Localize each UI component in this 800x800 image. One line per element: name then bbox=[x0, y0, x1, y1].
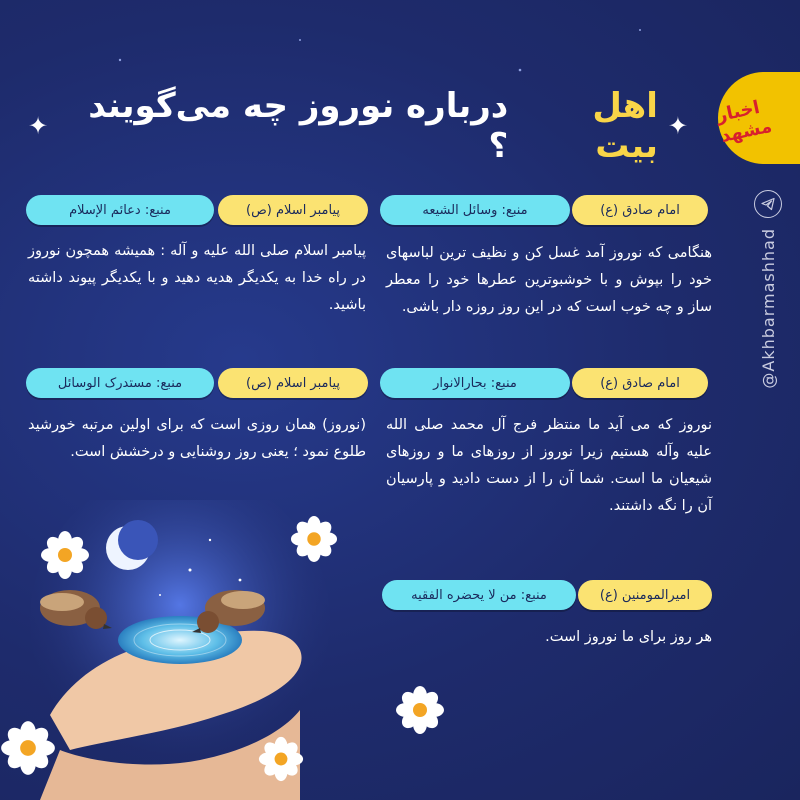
source-label: منبع: دعائم الإسلام bbox=[26, 195, 214, 225]
brand-logo bbox=[714, 72, 800, 164]
flower-icon bbox=[290, 515, 338, 563]
quote-text: (نوروز) همان روزی است که برای اولین مرتبه خورشید طلوع نمود ؛ یعنی روز روشنایی و درخشش است. bbox=[28, 417, 366, 460]
speaker-label: امام صادق (ع) bbox=[572, 368, 708, 398]
sparkle-icon: ✦ bbox=[28, 112, 49, 140]
flower-icon bbox=[258, 736, 304, 782]
social-strip bbox=[754, 190, 782, 590]
flower-icon bbox=[40, 530, 90, 580]
title-text: درباره نوروز چه می‌گویند ؟ bbox=[88, 86, 509, 166]
title-highlight: اهل بیت bbox=[592, 86, 658, 166]
source-label: منبع: من لا یحضره الفقیه bbox=[382, 580, 576, 610]
flower-icon bbox=[395, 685, 445, 735]
quote-text: هنگامی که نوروز آمد غسل کن و نظیف ترین لباسهای خود را بپوش و با خوشبوترین عطرها خود را معطر ساز و چه خوب است که در این روز روزه دار باشی. bbox=[386, 245, 712, 315]
speaker-label: امام صادق (ع) bbox=[572, 195, 708, 225]
quote-text: هر روز برای ما نوروز است. bbox=[545, 629, 712, 645]
source-label: منبع: وسائل الشیعه bbox=[380, 195, 570, 225]
speaker-label: پیامبر اسلام (ص) bbox=[218, 368, 368, 398]
telegram-icon bbox=[754, 190, 782, 218]
speaker-label: پیامبر اسلام (ص) bbox=[218, 195, 368, 225]
source-label: منبع: بحارالانوار bbox=[380, 368, 570, 398]
quote-text: نوروز که می آید ما منتظر فرج آل محمد صلی الله علیه وآله هستیم زیرا نوروز از روزهای ما و روزهای شیعیان ما است. شما آن را از دست دادید و پارسیان آن را نگه داشتند. bbox=[386, 417, 712, 514]
channel-handle: @Akhbarmashhad bbox=[758, 228, 778, 389]
sparkle-icon: ✦ bbox=[667, 112, 688, 140]
logo-text: اخبار مشهد bbox=[714, 96, 774, 148]
source-label: منبع: مستدرک الوسائل bbox=[26, 368, 214, 398]
speaker-label: امیرالمومنین (ع) bbox=[578, 580, 712, 610]
quote-text: پیامبر اسلام صلی الله علیه و آله : همیشه همچون نوروز در راه خدا به یکدیگر هدیه دهید و با یکدیگر پیوند داشته باشید. bbox=[28, 243, 366, 313]
flower-icon bbox=[0, 720, 56, 776]
page-title bbox=[28, 86, 688, 166]
